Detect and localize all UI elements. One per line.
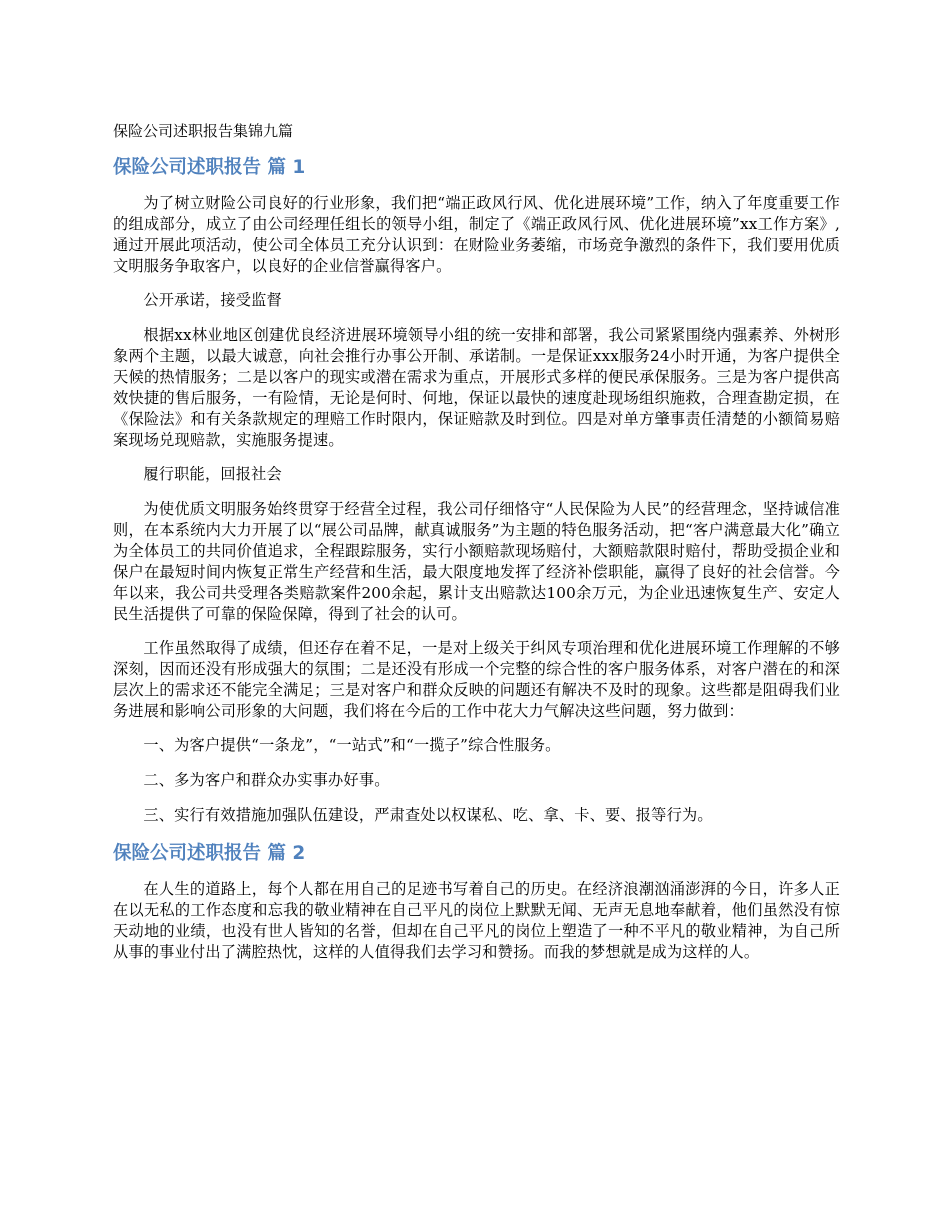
paragraph: 工作虽然取得了成绩，但还存在着不足，一是对上级关于纠风专项治理和优化进展环境工作理解的不够深刻，因而还没有形成强大的氛围；二是还没有形成一个完整的综合性的客户服务体系，对客户潜在的和深层次上的需求还不能完全满足；三是对客户和群众反映的问题还有解决不及时的现象。这些都是阻碍我们业务进展和影响公司形象的大问题，我们将在今后的工作中花大力气解决这些问题，努力做到： (113, 639, 840, 720)
subheading-paragraph: 履行职能，回报社会 (143, 465, 282, 483)
paragraph: 在人生的道路上，每个人都在用自己的足迹书写着自己的历史。在经济浪潮汹涌澎湃的今日，许多人正在以无私的工作态度和忘我的敬业精神在自己平凡的岗位上默默无闻、无声无息地奉献着，他们虽然没有惊天动地的业绩，也没有世人皆知的名誉，但却在自己平凡的岗位上塑造了一种不平凡的敬业精神，为自己所从事的事业付出了满腔热忱，这样的人值得我们去学习和赞扬。而我的梦想就是成为这样的人。 (113, 880, 840, 961)
paragraph: 根据xx林业地区创建优良经济进展环境领导小组的统一安排和部署，我公司紧紧围绕内强素养、外树形象两个主题，以最大诚意，向社会推行办事公开制、承诺制。一是保证xxx服务24小时开通，为客户提供全天候的热情服务；二是以客户的现实或潜在需求为重点，开展形式多样的便民承保服务。三是为客户提供高效快捷的售后服务，一有险情，无论是何时、何地，保证以最快的速度赴现场组织施救，合理查勘定损，在《保险法》和有关条款规定的理赔工作时限内，保证赔款及时到位。四是对单方肇事责任清楚的小额简易赔案现场兑现赔款，实施服务提速。 (113, 326, 840, 449)
section-heading: 保险公司述职报告 篇 2 (113, 843, 306, 864)
section-heading: 保险公司述职报告 篇 1 (113, 157, 306, 178)
paragraph: 为了树立财险公司良好的行业形象，我们把“端正政风行风、优化进展环境”工作，纳入了年度重要工作的组成部分，成立了由公司经理任组长的领导小组，制定了《端正政风行风、优化进展环境”xx工作方案》,通过开展此项活动，使公司全体员工充分认识到：在财险业务萎缩，市场竞争激烈的条件下，我们要用优质文明服务争取客户，以良好的企业信誉赢得客户。 (113, 194, 840, 275)
section-1 (113, 156, 840, 826)
list-paragraph: 三、实行有效措施加强队伍建设，严肃查处以权谋私、吃、拿、卡、要、报等行为。 (143, 806, 713, 824)
document-page (113, 119, 840, 976)
list-paragraph: 一、为客户提供“一条龙”，“一站式”和“一揽子”综合性服务。 (143, 736, 561, 754)
document-title: 保险公司述职报告集锦九篇 (113, 122, 294, 140)
subheading-paragraph: 公开承诺，接受监督 (143, 291, 282, 309)
list-paragraph: 二、多为客户和群众办实事办好事。 (143, 771, 390, 789)
section-2 (113, 842, 840, 963)
paragraph: 为使优质文明服务始终贯穿于经营全过程，我公司仔细恪守“人民保险为人民”的经营理念，坚持诚信准则，在本系统内大力开展了以“展公司品牌，献真诚服务”为主题的特色服务活动，把“客户满意最大化”确立为全体员工的共同价值追求，全程跟踪服务，实行小额赔款现场赔付，大额赔款限时赔付，帮助受损企业和保户在最短时间内恢复正常生产经营和生活，最大限度地发挥了经济补偿职能，赢得了良好的社会信誉。今年以来，我公司共受理各类赔款案件200余起，累计支出赔款达100余万元，为企业迅速恢复生产、安定人民生活提供了可靠的保险保障，得到了社会的认可。 (113, 500, 840, 623)
